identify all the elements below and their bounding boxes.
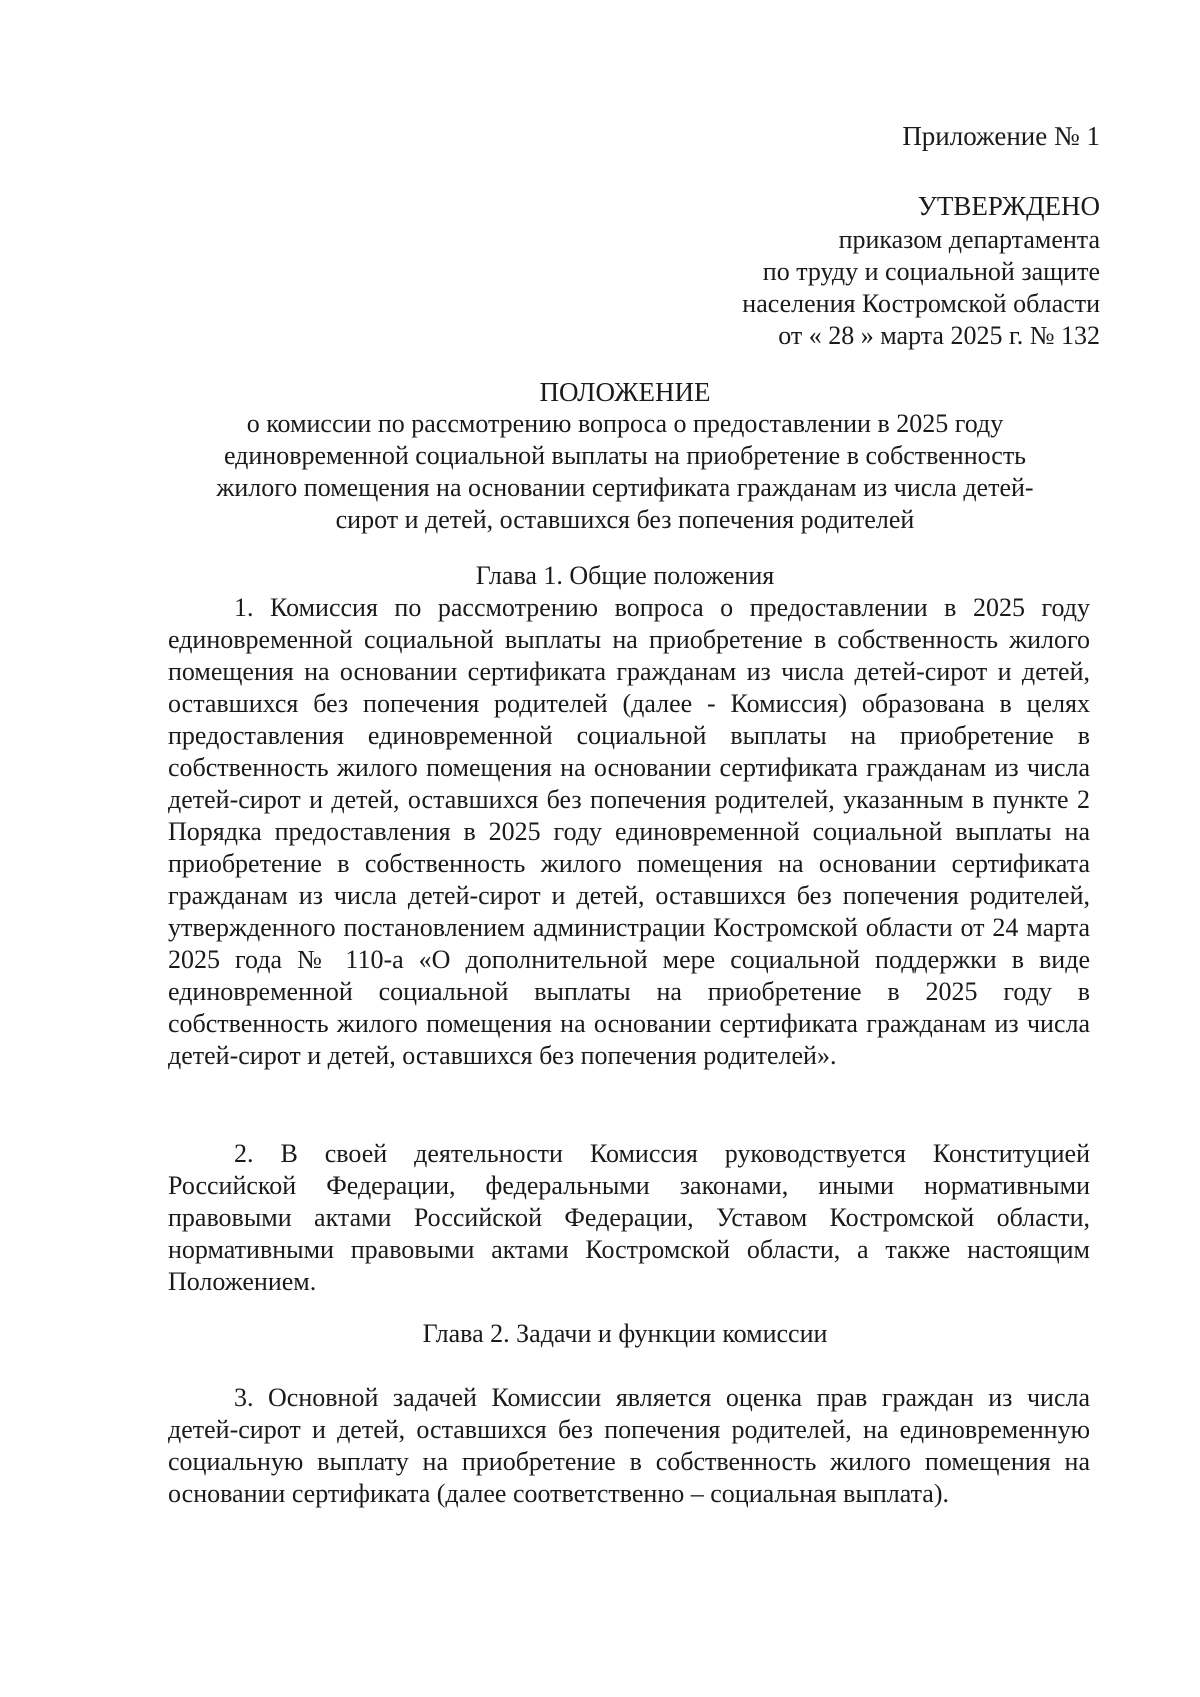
document-title [160,376,1090,536]
appendix-label: Приложение № 1 [902,121,1100,151]
chapter-1-heading: Глава 1. Общие положения [475,561,775,590]
paragraph-2-text: 2. В своей деятельности Комиссия руководствуется Конституцией Российской Федерации, федеральными законами, иными нормативными правовыми актами Российской Федерации, Уставом Костромской области, нормативными правовыми актами Костромской области, а также настоящим Положением. [168,1139,1090,1296]
chapter-2-heading: Глава 2. Задачи и функции комиссии [422,1319,828,1348]
approval-line: приказом департамента [838,225,1100,254]
paragraph-1-text: 1. Комиссия по рассмотрению вопроса о предоставлении в 2025 году единовременной социальной выплаты на приобретение в собственность жилого помещения на основании сертификата гражданам из числа детей-сирот и детей, оставшихся без попечения родителей (далее - Комиссия) образована в целях предоставления единовременной социальной выплаты на приобретение в собственность жилого помещения на основании сертификата гражданам из числа детей-сирот и детей, оставшихся без попечения родителей, указанным в пункте 2 Порядка предоставления в 2025 году единовременной социальной выплаты на приобретение в собственность жилого помещения на основании сертификата гражданам из числа детей-сирот и детей, оставшихся без попечения родителей, утвержденного постановлением администрации Костромской области от 24 марта 2025 года № 110-а «О дополнительной мере социальной поддержки в виде единовременной социальной выплаты на приобретение в 2025 году в собственность жилого помещения на основании сертификата гражданам из числа детей-сирот и детей, оставшихся без попечения родителей». [168,593,1090,1070]
subtitle-line: сирот и детей, оставшихся без попечения родителей [335,505,915,534]
approved-label: УТВЕРЖДЕНО [917,191,1100,221]
approval-line: по труду и социальной защите [762,257,1100,286]
paragraph-2 [168,1138,1090,1298]
approval-line: от « 28 » марта 2025 г. № 132 [778,321,1100,350]
subtitle-line: о комиссии по рассмотрению вопроса о предоставлении в 2025 году [246,409,1004,438]
title-main: ПОЛОЖЕНИЕ [539,377,711,407]
subtitle-line: единовременной социальной выплаты на приобретение в собственность [223,441,1027,470]
subtitle-line: жилого помещения на основании сертификата гражданам из числа детей- [216,473,1034,502]
approval-line: населения Костромской области [742,289,1100,318]
paragraph-1 [168,592,1090,1072]
paragraph-3 [168,1382,1090,1510]
approval-stamp [742,190,1100,352]
paragraph-3-text: 3. Основной задачей Комиссии является оценка прав граждан из числа детей-сирот и детей, оставшихся без попечения родителей, на единовременную социальную выплату на приобретение в собственность жилого помещения на основании сертификата (далее соответственно – социальная выплата). [168,1383,1090,1508]
